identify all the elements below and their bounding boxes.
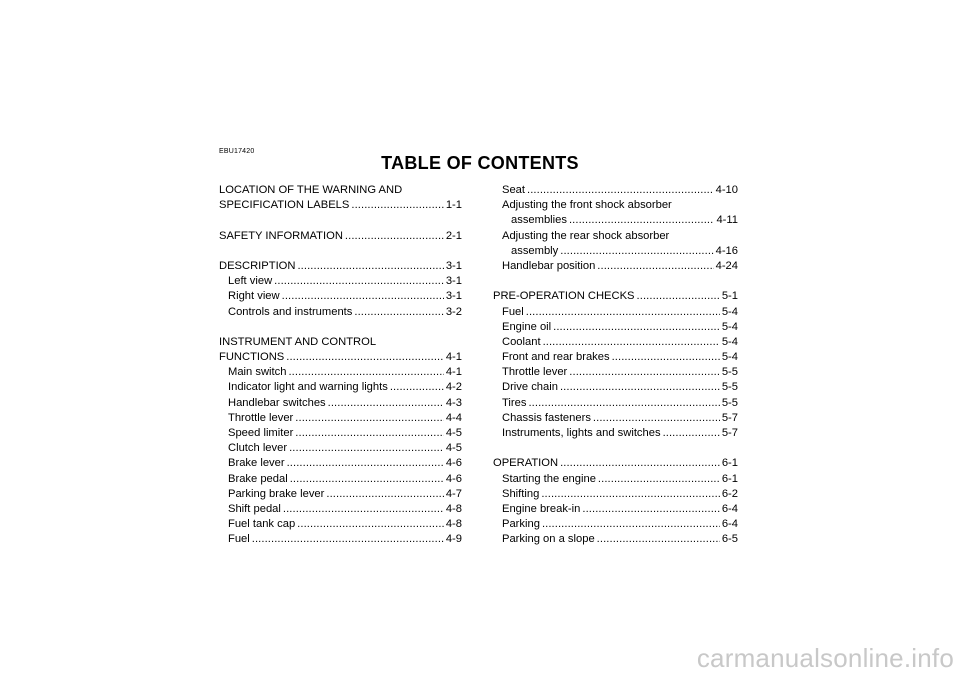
toc-entry-label: Chassis fasteners [502, 411, 591, 424]
toc-entry-label: Engine oil [502, 320, 552, 333]
toc-entry-page: 3-1 [445, 290, 462, 303]
toc-entry-page: 3-1 [445, 259, 462, 272]
toc-entry-label: Brake pedal [228, 472, 288, 485]
toc-entry[interactable] [493, 456, 738, 471]
toc-entry[interactable] [493, 380, 738, 395]
toc-entry-page: 6-5 [721, 533, 738, 546]
toc-entry-label: SAFETY INFORMATION [219, 229, 343, 242]
toc-entry-label: Engine break-in [502, 502, 581, 515]
toc-entry[interactable] [493, 365, 738, 380]
toc-dot-leader [541, 487, 720, 502]
toc-dot-leader [527, 183, 714, 198]
toc-entry[interactable] [493, 305, 738, 320]
toc-entry[interactable] [493, 396, 738, 411]
toc-dot-leader [274, 274, 444, 289]
toc-entry-page: 4-24 [715, 259, 738, 272]
toc-heading-line: Adjusting the front shock absorber [502, 199, 672, 212]
toc-gap [493, 274, 738, 289]
toc-dot-leader [354, 305, 443, 320]
toc-entry-page: 5-7 [721, 427, 738, 439]
toc-dot-leader [597, 532, 720, 547]
toc-entry-label: Handlebar position [502, 259, 596, 272]
toc-entry-page: 1-1 [445, 199, 462, 212]
toc-entry-page: 4-6 [445, 457, 462, 470]
toc-dot-leader [345, 229, 444, 244]
toc-entry-page: 6-1 [721, 457, 738, 470]
toc-entry-label: Throttle lever [228, 411, 294, 424]
document-code: EBU17420 [219, 148, 255, 155]
toc-dot-leader [297, 259, 443, 274]
toc-entry-page: 5-5 [721, 366, 738, 379]
toc-entry-label: Parking brake lever [228, 487, 325, 500]
toc-entry[interactable] [219, 517, 462, 532]
toc-entry[interactable] [493, 487, 738, 502]
toc-entry-label: FUNCTIONS [219, 351, 285, 364]
toc-entry[interactable] [493, 289, 738, 304]
toc-entry[interactable] [219, 426, 462, 441]
toc-gap [219, 320, 462, 335]
toc-entry[interactable] [493, 335, 738, 350]
toc-dot-leader [542, 517, 720, 532]
toc-dot-leader [526, 305, 720, 320]
toc-heading-line: INSTRUMENT AND CONTROL [219, 335, 377, 348]
toc-dot-leader [283, 502, 444, 517]
toc-entry[interactable] [493, 426, 738, 441]
toc-entry-page: 5-4 [721, 335, 738, 348]
toc-entry[interactable] [493, 244, 738, 259]
toc-entry[interactable] [219, 198, 462, 213]
toc-column-left [219, 183, 462, 548]
toc-entry-label: DESCRIPTION [219, 259, 296, 272]
toc-entry-label: Seat [502, 184, 526, 196]
toc-dot-leader [289, 441, 444, 456]
toc-entry-page: 5-4 [721, 305, 738, 318]
toc-entry-page: 5-7 [721, 411, 738, 424]
toc-dot-leader [553, 320, 720, 335]
toc-entry-label: Right view [228, 290, 280, 303]
toc-entry-page: 4-8 [445, 518, 462, 531]
watermark: carmanualsonline.info [696, 643, 954, 673]
toc-entry[interactable] [219, 350, 462, 365]
toc-dot-leader [252, 532, 444, 547]
toc-entry-label: SPECIFICATION LABELS [219, 199, 350, 212]
toc-entry-label: Brake lever [228, 457, 285, 470]
toc-entry-label: assemblies [511, 214, 567, 227]
toc-entry-label: PRE-OPERATION CHECKS [493, 290, 635, 303]
toc-entry-label: Fuel [502, 305, 524, 318]
toc-entry-label: Indicator light and warning lights [228, 381, 388, 394]
toc-entry-label: Shift pedal [228, 502, 281, 515]
toc-entry-page: 3-2 [445, 305, 462, 318]
toc-entry[interactable] [493, 213, 738, 228]
toc-entry-page: 5-4 [721, 351, 738, 364]
toc-dot-leader [287, 456, 444, 471]
toc-entry[interactable] [219, 502, 462, 517]
page-title: TABLE OF CONTENTS [381, 153, 579, 173]
toc-entry-page: 4-5 [445, 442, 462, 455]
toc-entry-page: 3-1 [445, 275, 462, 288]
toc-entry[interactable] [219, 289, 462, 304]
toc-entry-label: Shifting [502, 487, 540, 500]
toc-entry-label: Throttle lever [502, 366, 568, 379]
toc-entry[interactable] [219, 259, 462, 274]
toc-dot-leader [286, 350, 444, 365]
toc-dot-leader [560, 244, 713, 259]
toc-dot-leader [295, 411, 444, 426]
toc-entry-page: 6-2 [721, 487, 738, 500]
toc-entry-page: 2-1 [445, 229, 462, 242]
toc-entry[interactable] [219, 305, 462, 320]
toc-entry[interactable] [493, 320, 738, 335]
toc-heading-line: Adjusting the rear shock absorber [502, 229, 670, 242]
toc-entry[interactable] [493, 502, 738, 517]
toc-dot-leader [598, 472, 720, 487]
toc-dot-leader [390, 380, 444, 395]
toc-entry-label: Fuel [228, 533, 250, 546]
toc-entry-page: 6-1 [721, 472, 738, 485]
toc-entry-page: 4-4 [445, 411, 462, 424]
toc-dot-leader [569, 213, 714, 228]
toc-dot-leader [282, 289, 444, 304]
toc-entry-page: 4-16 [715, 244, 738, 257]
toc-entry-label: assembly [511, 244, 559, 257]
toc-entry-page: 4-1 [445, 366, 462, 379]
toc-entry[interactable] [219, 396, 462, 411]
toc-entry-label: Speed limiter [228, 427, 294, 439]
toc-entry[interactable] [493, 259, 738, 274]
toc-entry-page: 4-1 [445, 351, 462, 364]
toc-entry-page: 5-1 [721, 290, 738, 303]
toc-entry[interactable] [493, 350, 738, 365]
toc-entry[interactable] [219, 441, 462, 456]
toc-entry-label: Main switch [228, 366, 287, 379]
toc-dot-leader [288, 365, 443, 380]
toc-dot-leader [569, 365, 720, 380]
toc-dot-leader [326, 487, 443, 502]
toc-entry-page: 4-7 [445, 487, 462, 500]
toc-entry[interactable] [219, 532, 462, 547]
toc-entry-label: Drive chain [502, 381, 558, 394]
toc-entry-page: 4-2 [445, 381, 462, 394]
toc-entry-label: Front and rear brakes [502, 351, 610, 364]
toc-entry[interactable] [219, 487, 462, 502]
toc-entry[interactable] [219, 274, 462, 289]
toc-dot-leader [543, 335, 720, 350]
toc-entry-page: 5-4 [721, 320, 738, 333]
toc-entry[interactable] [493, 532, 738, 547]
toc-entry-page: 5-5 [721, 396, 738, 409]
toc-entry[interactable] [219, 365, 462, 380]
toc-entry-page: 4-5 [445, 427, 462, 439]
toc-entry-label: Instruments, lights and switches [502, 427, 661, 439]
toc-entry-page: 6-4 [721, 518, 738, 531]
toc-dot-leader [560, 456, 720, 471]
toc-entry-label: Fuel tank cap [228, 518, 296, 531]
toc-entry[interactable] [493, 411, 738, 426]
toc-dot-leader [593, 411, 720, 426]
toc-dot-leader [582, 502, 719, 517]
toc-gap [219, 244, 462, 259]
toc-entry[interactable] [493, 183, 738, 198]
toc-entry[interactable] [219, 380, 462, 395]
toc-entry[interactable] [219, 472, 462, 487]
toc-dot-leader [351, 198, 443, 213]
toc-entry-page: 4-3 [445, 396, 462, 409]
toc-entry-label: Parking on a slope [502, 533, 595, 546]
toc-dot-leader [295, 426, 444, 441]
toc-entry-label: Left view [228, 275, 273, 288]
toc-entry-page: 4-8 [445, 502, 462, 515]
toc-entry-page: 4-11 [716, 214, 738, 227]
toc-heading-line: LOCATION OF THE WARNING AND [219, 184, 403, 196]
toc-entry-label: OPERATION [493, 457, 559, 470]
toc-entry-label: Parking [502, 518, 540, 531]
toc-entry[interactable] [493, 472, 738, 487]
toc-entry-page: 6-4 [721, 502, 738, 515]
toc-entry-page: 5-5 [721, 381, 738, 394]
toc-entry-label: Controls and instruments [228, 305, 353, 318]
toc-entry-label: Starting the engine [502, 472, 596, 485]
toc-column-right [493, 183, 738, 548]
toc-entry-page: 4-9 [445, 533, 462, 546]
toc-dot-leader [612, 350, 720, 365]
toc-entry-page: 4-6 [445, 472, 462, 485]
toc-dot-leader [528, 396, 719, 411]
toc-dot-leader [560, 380, 720, 395]
toc-entry[interactable] [219, 411, 462, 426]
toc-dot-leader [663, 426, 720, 441]
toc-dot-leader [597, 259, 713, 274]
toc-entry[interactable] [219, 456, 462, 471]
toc-entry[interactable] [219, 229, 462, 244]
toc-entry-label: Clutch lever [228, 442, 288, 455]
toc-dot-leader [328, 396, 444, 411]
toc-dot-leader [637, 289, 720, 304]
toc-entry-label: Coolant [502, 335, 541, 348]
toc-gap [493, 441, 738, 456]
toc-entry-label: Handlebar switches [228, 396, 326, 409]
toc-entry-page: 4-10 [715, 184, 738, 196]
toc-gap [219, 213, 462, 228]
toc-entry[interactable] [493, 517, 738, 532]
toc-dot-leader [297, 517, 444, 532]
toc-entry-label: Tires [502, 396, 527, 409]
toc-dot-leader [290, 472, 444, 487]
